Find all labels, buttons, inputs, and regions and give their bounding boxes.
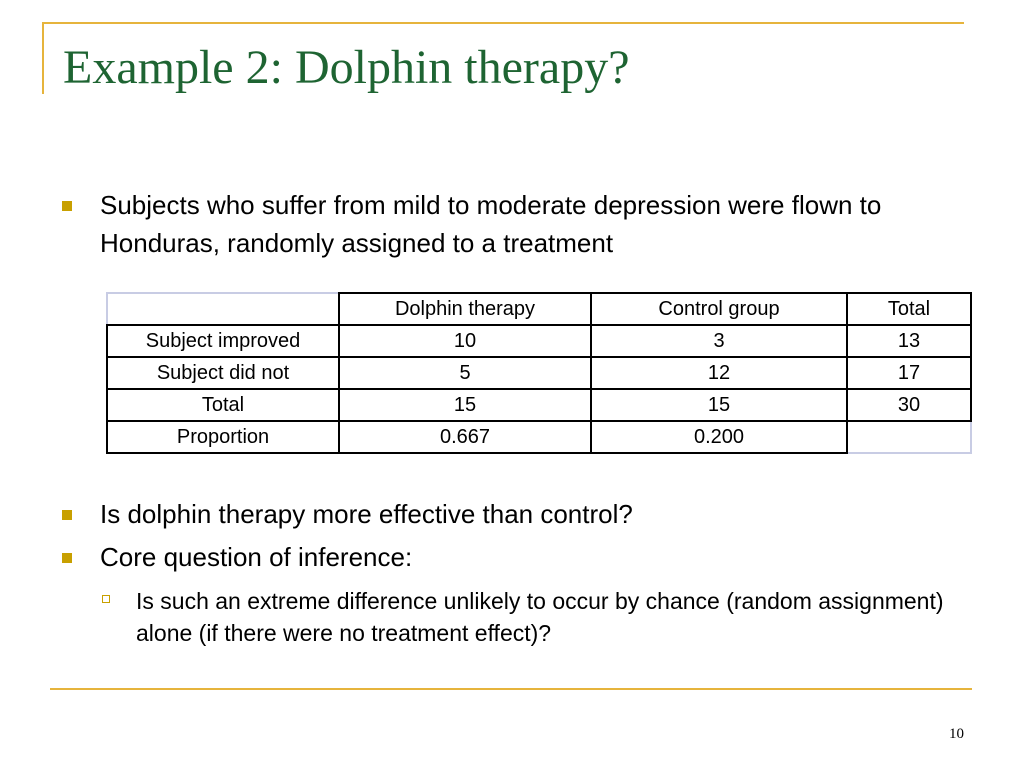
slide-title: Example 2: Dolphin therapy?	[63, 41, 630, 94]
table-header-cell: Control group	[591, 293, 847, 325]
table-header-cell: Total	[847, 293, 971, 325]
bottom-rule	[50, 688, 972, 690]
table-row-label: Subject improved	[107, 325, 339, 357]
table-cell: 13	[847, 325, 971, 357]
page-number: 10	[949, 726, 964, 742]
left-rule	[42, 22, 44, 94]
bullet-text-3: Core question of inference:	[100, 542, 413, 572]
table-row	[107, 325, 971, 357]
top-rule	[42, 22, 964, 24]
table-cell	[847, 421, 971, 453]
table-row	[107, 389, 971, 421]
table-cell: 15	[339, 389, 591, 421]
table-cell: 17	[847, 357, 971, 389]
table-header-cell: Dolphin therapy	[339, 293, 591, 325]
table-row-label: Proportion	[107, 421, 339, 453]
sub-bullet-text-1: Is such an extreme difference unlikely to occur by chance (random assignment) alone (if there were no treatment effect)?	[136, 588, 944, 646]
square-bullet-icon	[62, 553, 72, 563]
table-cell: 5	[339, 357, 591, 389]
table-cell: 3	[591, 325, 847, 357]
square-bullet-icon	[62, 201, 72, 211]
table-row-label: Subject did not	[107, 357, 339, 389]
table-row	[107, 357, 971, 389]
table-cell: 0.667	[339, 421, 591, 453]
table-cell: 30	[847, 389, 971, 421]
hollow-square-bullet-icon	[102, 595, 110, 603]
table-row	[107, 421, 971, 453]
bullet-text-2: Is dolphin therapy more effective than control?	[100, 499, 633, 529]
table-cell: 12	[591, 357, 847, 389]
results-table	[106, 292, 972, 454]
bullet-text-1: Subjects who suffer from mild to moderate depression were flown to Honduras, randomly assigned to a treatment	[100, 190, 882, 258]
table-row-label: Total	[107, 389, 339, 421]
square-bullet-icon	[62, 510, 72, 520]
table-cell: 10	[339, 325, 591, 357]
table-cell: 0.200	[591, 421, 847, 453]
table-cell: 15	[591, 389, 847, 421]
table-header-row	[107, 293, 971, 325]
table-header-cell	[107, 293, 339, 325]
